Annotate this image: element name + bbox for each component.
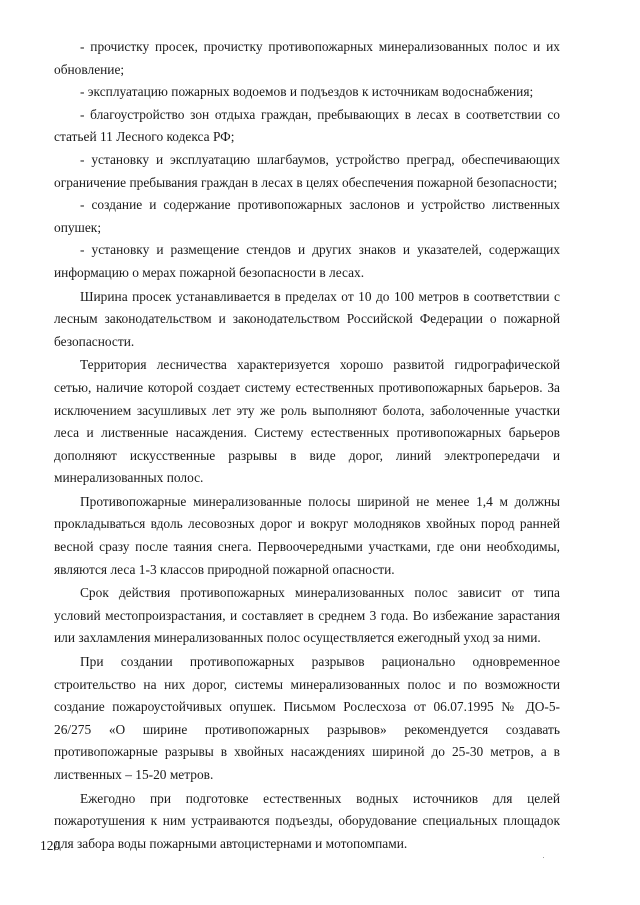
list-item: - благоустройство зон отдыха граждан, пребывающих в лесах в соответствии со статьей 11 Лесного кодекса РФ; [54,106,560,145]
list-item: - эксплуатацию пожарных водоемов и подъездов к источникам водоснабжения; [80,84,534,100]
paragraph: При создании противопожарных разрывов рационально одновременное строительство на них дорог, системы минерализованных полос и по возможности создание пожароустойчивых опушек. Письмом Рослесхоза от 06.07.1995 № ДО-5-26/275 «О ширине противопожарных разрывов» рекомендуется создавать противопожарные разрывы в хвойных насаждениях шириной до 25-30 метров, а в лиственных – 15-20 метров. [54,654,560,782]
paragraph: Территория лесничества характеризуется хорошо развитой гидрографической сетью, наличие которой создает систему естественных противопожарных барьеров. За исключением засушливых лет эту же роль выполняют болота, заболоченные участки леса и лиственные насаждения. Систему естественных противопожарных барьеров дополняют искусственные разрывы в виде дорог, линий электропередачи и минерализованных полос. [54,357,560,486]
page-number: 120 [40,838,61,853]
paragraph: Срок действия противопожарных минерализованных полос зависит от типа условий местопроизрастания, и составляет в среднем 3 года. Во избежание зарастания или захламления минерализованных полос осуществляется ежегодный уход за ними. [54,585,560,646]
paragraph: Противопожарные минерализованные полосы шириной не менее 1,4 м должны прокладываться вдоль лесовозных дорог и вокруг молодняков хвойных пород ранней весной сразу после таяния снега. Первоочередными участками, где они необходимы, являются леса 1-3 классов природной пожарной опасности. [54,493,560,577]
scan-speck [543,857,544,858]
body-text [54,36,560,855]
list-item: - создание и содержание противопожарных заслонов и устройство лиственных опушек; [54,197,560,235]
list-item: - установку и эксплуатацию шлагбаумов, устройство преград, обеспечивающих ограничение пребывания граждан в лесах в целях обеспечения пожарной безопасности; [54,151,560,190]
list-item: - установку и размещение стендов и других знаков и указателей, содержащих информацию о мерах пожарной безопасности в лесах. [54,242,560,280]
list-item: - прочистку просек, прочистку противопожарных минерализованных полос и их обновление; [54,39,560,77]
paragraph: Ширина просек устанавливается в пределах от 10 до 100 метров в соответствии с лесным законодательством и законодательством Российской Федерации о пожарной безопасности. [54,288,560,349]
paragraph: Ежегодно при подготовке естественных водных источников для целей пожаротушения к ним устраиваются подъезды, оборудование специальных площадок для забора воды пожарными автоцистернами и мотопомпами. [54,790,560,851]
